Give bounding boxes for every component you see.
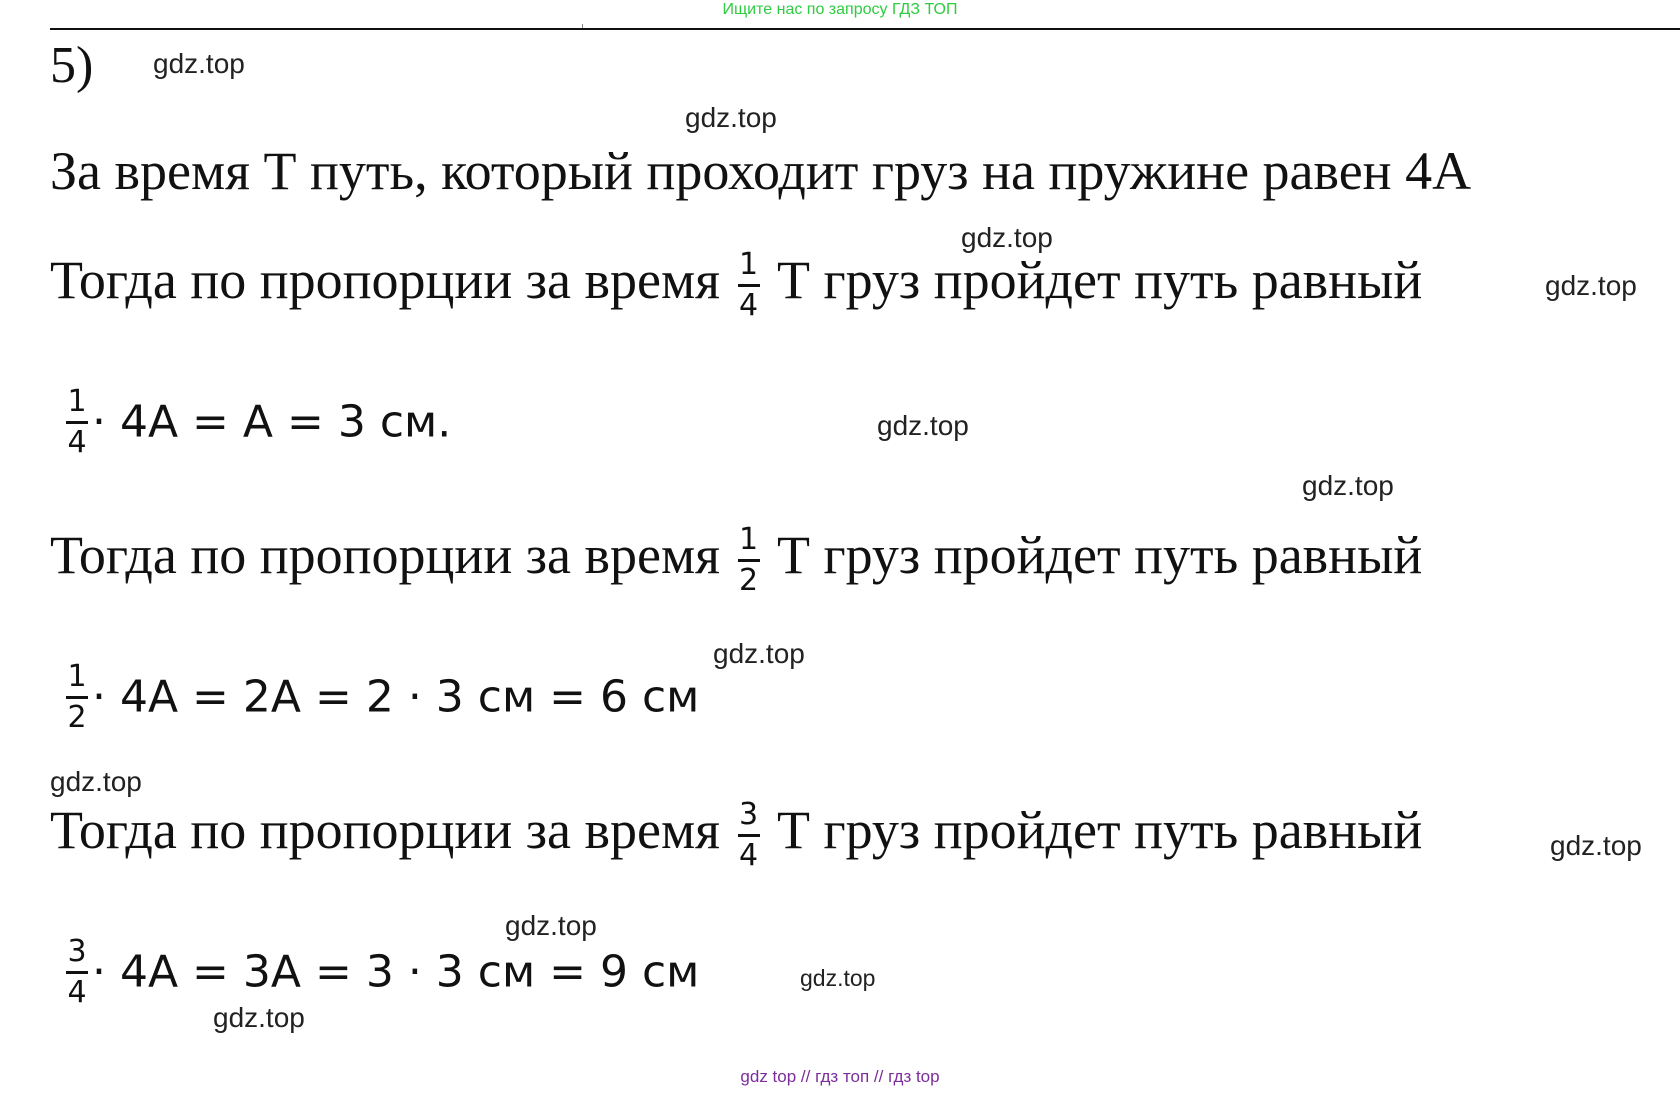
fraction-numerator: 1: [738, 247, 759, 282]
proportion-suffix: Т груз пройдет путь равный: [777, 524, 1423, 585]
watermark: gdz.top: [50, 766, 142, 797]
header-rule: [50, 28, 1680, 30]
header-rule-tick: [582, 24, 583, 28]
problem-number: 5): [50, 37, 94, 94]
proportion-line-2: [50, 523, 1422, 598]
fraction-numerator: 3: [67, 934, 87, 969]
proportion-line-3: [50, 798, 1422, 873]
fraction-bar: [66, 421, 88, 424]
time-fraction: [738, 798, 760, 873]
watermark: gdz.top: [713, 638, 805, 669]
equation-3: [62, 935, 699, 1010]
proportion-line-1: [50, 248, 1422, 323]
watermark: gdz.top: [1545, 270, 1637, 301]
search-banner: Ищите нас по запросу ГДЗ ТОП: [722, 1, 958, 18]
time-fraction: [738, 248, 760, 323]
fraction-numerator: 1: [67, 384, 87, 419]
watermark: gdz.top: [1550, 830, 1642, 861]
equation-expression: · 4A = 3A = 3 · 3 см = 9 см: [92, 946, 700, 998]
watermark: gdz.top: [505, 910, 597, 941]
watermark: gdz.top: [685, 102, 777, 133]
fraction-denominator: 2: [738, 563, 759, 598]
fraction-numerator: 3: [738, 797, 759, 832]
fraction-bar: [66, 696, 88, 699]
fraction-bar: [738, 284, 760, 287]
proportion-suffix: Т груз пройдет путь равный: [777, 249, 1423, 310]
time-fraction: [738, 523, 760, 598]
equation-expression: · 4A = 2A = 2 · 3 см = 6 см: [92, 671, 700, 723]
equation-fraction: [66, 385, 88, 460]
watermark: gdz.top: [961, 222, 1053, 253]
fraction-denominator: 4: [738, 838, 759, 873]
fraction-denominator: 2: [67, 700, 87, 735]
watermark: gdz.top: [1302, 470, 1394, 501]
fraction-denominator: 4: [738, 288, 759, 323]
fraction-bar: [738, 559, 760, 562]
equation-fraction: [66, 935, 88, 1010]
fraction-numerator: 1: [738, 522, 759, 557]
proportion-suffix: Т груз пройдет путь равный: [777, 799, 1423, 860]
fraction-numerator: 1: [67, 659, 87, 694]
fraction-bar: [66, 971, 88, 974]
fraction-bar: [738, 834, 760, 837]
equation-expression: · 4A = A = 3 см.: [92, 396, 452, 448]
proportion-prefix: Тогда по пропорции за время: [50, 524, 720, 585]
problem-statement: За время Т путь, который проходит груз на пружине равен 4А: [50, 141, 1472, 201]
proportion-prefix: Тогда по пропорции за время: [50, 249, 720, 310]
footer-credits: gdz top // гдз топ // гдз top: [740, 1067, 940, 1086]
equation-1: [62, 385, 451, 460]
equation-fraction: [66, 660, 88, 735]
fraction-denominator: 4: [67, 425, 87, 460]
fraction-denominator: 4: [67, 975, 87, 1010]
watermark: gdz.top: [153, 48, 245, 79]
watermark: gdz.top: [877, 410, 969, 441]
watermark: gdz.top: [213, 1002, 305, 1033]
proportion-prefix: Тогда по пропорции за время: [50, 799, 720, 860]
watermark: gdz.top: [800, 965, 876, 991]
equation-2: [62, 660, 699, 735]
